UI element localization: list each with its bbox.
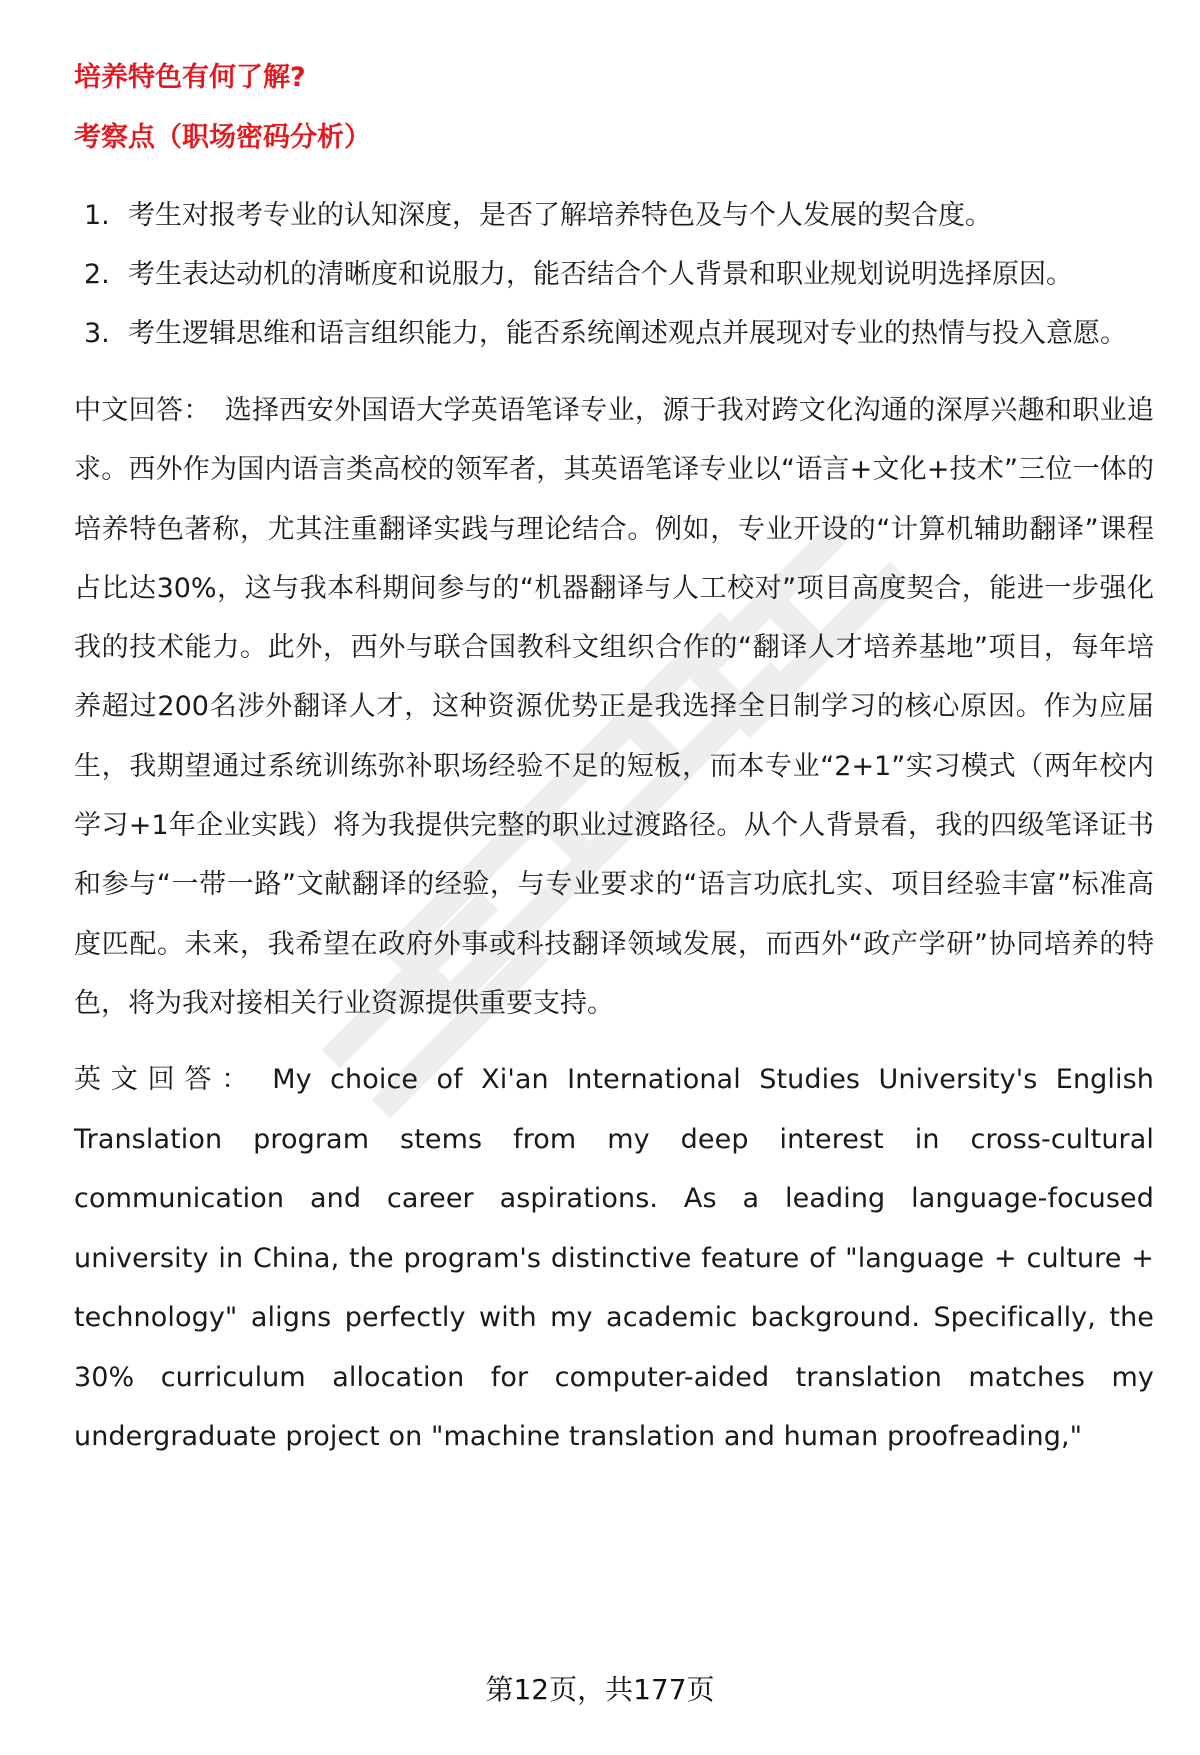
chinese-answer: [74, 381, 1154, 1033]
english-answer-text: My choice of Xi'an International Studies University's English Translation program stems from my deep interest in cross-cultural communication and career aspirations. As a leading language-focused university in China, the program's distinctive feature of "language + culture + technology" aligns perfectly with my academic background. Specifically, the 30% curriculum allocation for computer-aided translation matches my undergraduate project on "machine translation and human proofreading,": [74, 1064, 1154, 1453]
analysis-points-list: [74, 186, 1154, 363]
section-heading: 培养特色有何了解?: [74, 62, 306, 93]
document-page: [74, 58, 1154, 1484]
list-item-text: 考生表达动机的清晰度和说服力，能否结合个人背景和职业规划说明选择原因。: [128, 259, 1073, 290]
list-item: [74, 245, 1154, 304]
analysis-heading: 考察点（职场密码分析）: [74, 122, 371, 153]
list-item-text: 考生逻辑思维和语言组织能力，能否系统阐述观点并展现对专业的热情与投入意愿。: [128, 318, 1127, 349]
list-item: [74, 186, 1154, 245]
english-answer: [74, 1050, 1154, 1467]
list-item-number: 2.: [84, 259, 110, 290]
list-item-number: 3.: [84, 318, 110, 349]
chinese-answer-text: 选择西安外国语大学英语笔译专业，源于我对跨文化沟通的深厚兴趣和职业追求。西外作为国内语言类高校的领军者，其英语笔译专业以“语言+文化+技术”三位一体的培养特色著称，尤其注重翻译实践与理论结合。例如，专业开设的“计算机辅助翻译”课程占比达30%，这与我本科期间参与的“机器翻译与人工校对”项目高度契合，能进一步强化我的技术能力。此外，西外与联合国教科文组织合作的“翻译人才培养基地”项目，每年培养超过200名涉外翻译人才，这种资源优势正是我选择全日制学习的核心原因。作为应届生，我期望通过系统训练弥补职场经验不足的短板，而本专业“2+1”实习模式（两年校内学习+1年企业实践）将为我提供完整的职业过渡路径。从个人背景看，我的四级笔译证书和参与“一带一路”文献翻译的经验，与专业要求的“语言功底扎实、项目经验丰富”标准高度匹配。未来，我希望在政府外事或科技翻译领域发展，而西外“政产学研”协同培养的特色，将为我对接相关行业资源提供重要支持。: [74, 395, 1155, 1019]
list-item-number: 1.: [84, 200, 110, 231]
list-item: [74, 304, 1154, 363]
page-number: 第12页，共177页: [485, 1673, 715, 1706]
list-item-text: 考生对报考专业的认知深度，是否了解培养特色及与个人发展的契合度。: [128, 200, 992, 231]
chinese-answer-label: 中文回答：: [74, 395, 211, 426]
english-answer-label: 英文回答：: [74, 1064, 259, 1096]
